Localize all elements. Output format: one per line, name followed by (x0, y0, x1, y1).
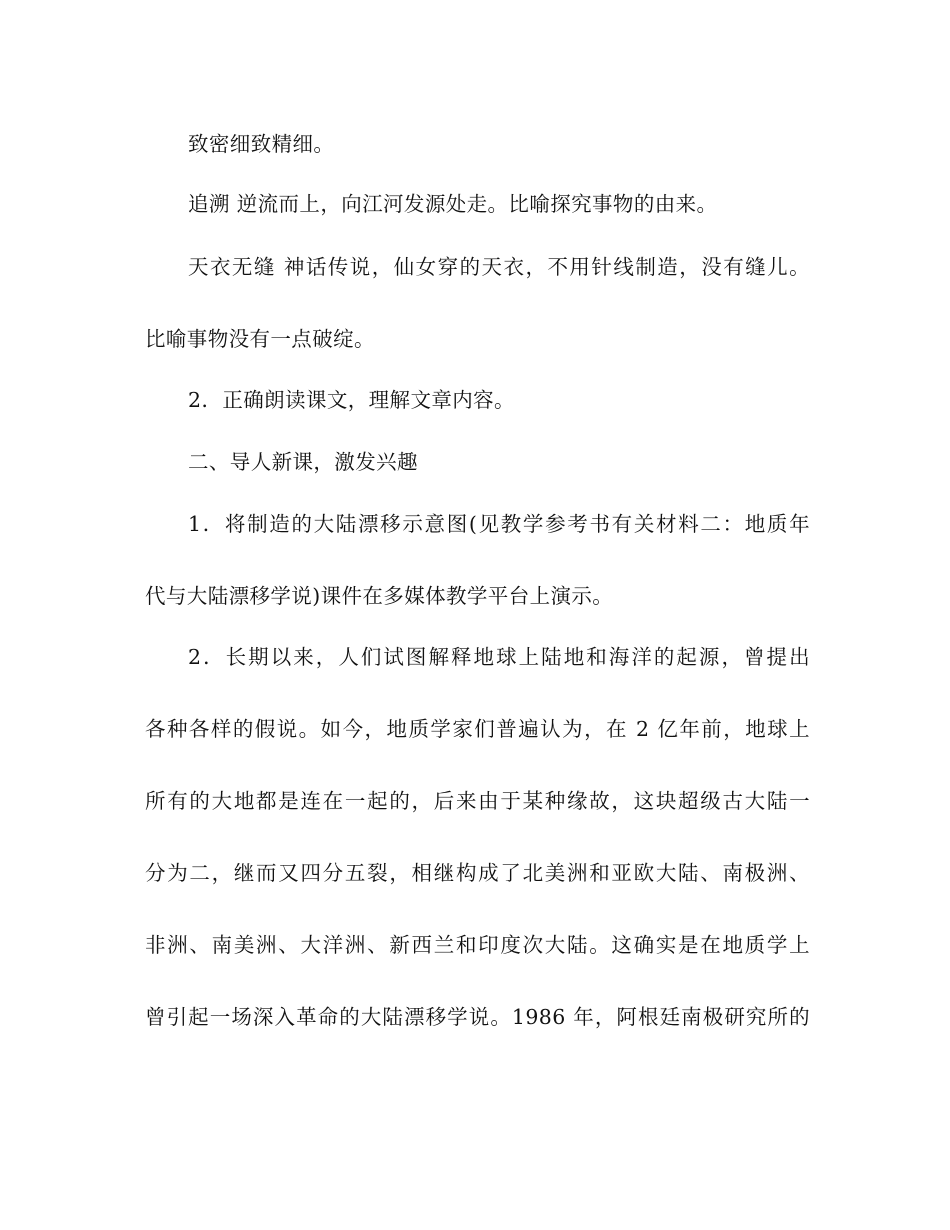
text-line-2: 追溯 逆流而上，向江河发源处走。比喻探究事物的由来。 (188, 192, 718, 216)
text-line-9: 2．长期以来，人们试图解释地球上陆地和海洋的起源，曾提出 (188, 645, 810, 669)
text-line-8: 代与大陆漂移学说)课件在多媒体教学平台上演示。 (145, 584, 614, 608)
text-line-12: 分为二，继而又四分五裂，相继构成了北美洲和亚欧大陆、南极洲、 (145, 861, 810, 885)
text-line-3: 天衣无缝 神话传说，仙女穿的天衣，不用针线制造，没有缝儿。 (188, 255, 810, 279)
text-line-11: 所有的大地都是连在一起的，后来由于某种缘故，这块超级古大陆一 (145, 789, 810, 813)
text-line-13: 非洲、南美洲、大洋洲、新西兰和印度次大陆。这确实是在地质学上 (145, 933, 810, 957)
text-line-7: 1．将制造的大陆漂移示意图(见教学参考书有关材料二：地质年 (188, 512, 810, 536)
text-line-5: 2．正确朗读课文，理解文章内容。 (188, 388, 515, 412)
text-line-1: 致密细致精细。 (188, 132, 335, 156)
section-heading: 二、导人新课，激发兴趣 (188, 450, 418, 474)
text-line-10: 各种各样的假说。如今，地质学家们普遍认为，在 2 亿年前，地球上 (145, 717, 810, 741)
text-line-14: 曾引起一场深入革命的大陆漂移学说。1986 年，阿根廷南极研究所的 (145, 1005, 810, 1029)
text-line-4: 比喻事物没有一点破绽。 (145, 327, 375, 351)
